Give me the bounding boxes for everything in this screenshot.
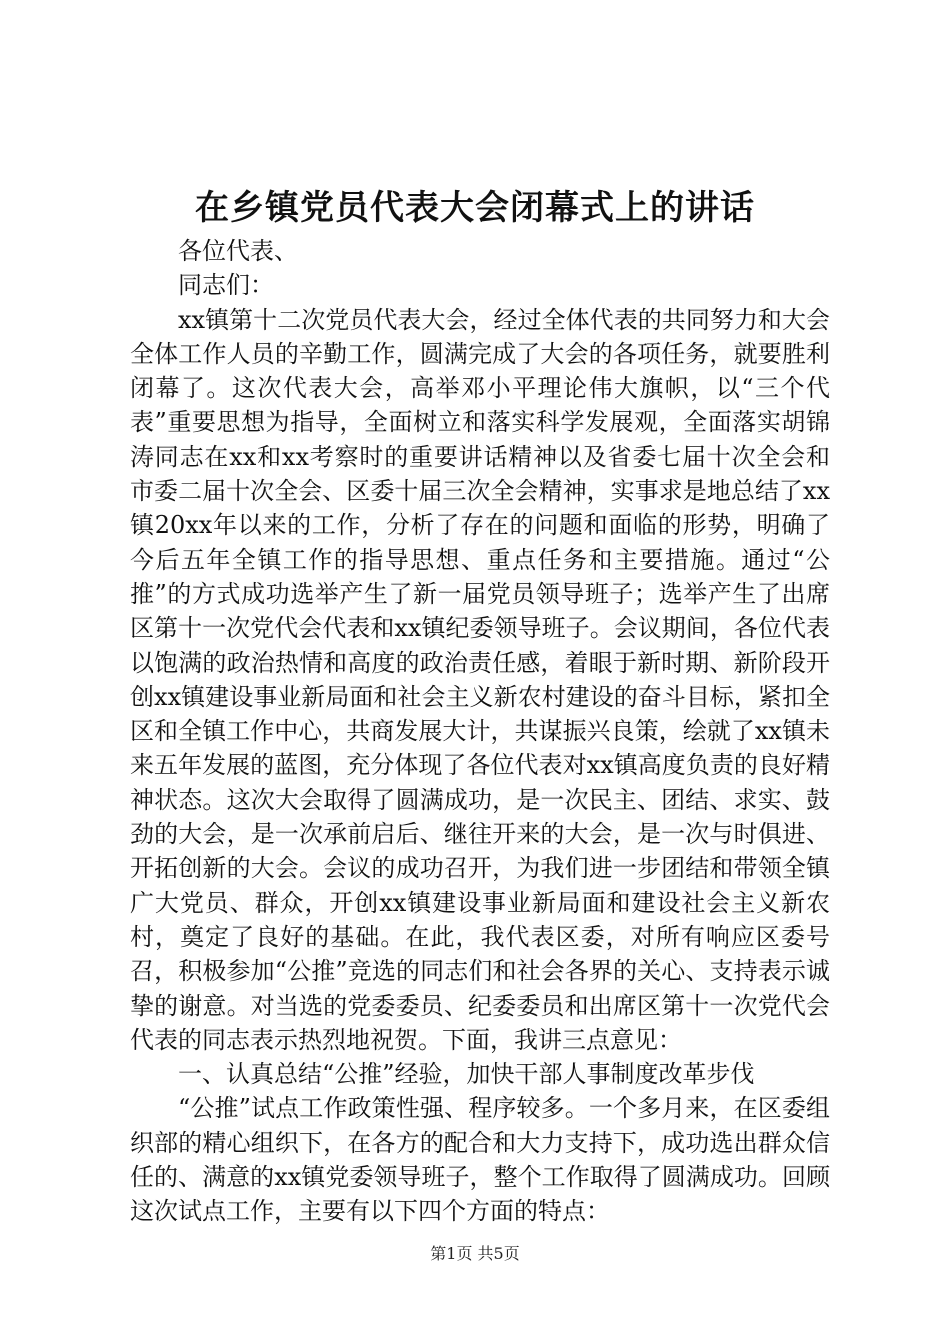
document-body xyxy=(130,234,830,1229)
salutation-line: 各位代表、 xyxy=(178,237,298,265)
body-paragraph: xx镇第十二次党员代表大会，经过全体代表的共同努力和大会全体工作人员的辛勤工作，圆满完成了大会的各项任务，就要胜利闭幕了。这次代表大会，高举邓小平理论伟大旗帜，以“三个代表”重要思想为指导，全面树立和落实科学发展观，全面落实胡锦涛同志在xx和xx考察时的重要讲话精神以及省委七届十次全会和市委二届十次全会、区委十届三次全会精神，实事求是地总结了xx镇20xx年以来的工作，分析了存在的问题和面临的形势，明确了今后五年全镇工作的指导思想、重点任务和主要措施。通过“公推”的方式成功选举产生了新一届党员领导班子；选举产生了出席区第十一次党代会代表和xx镇纪委领导班子。会议期间，各位代表以饱满的政治热情和高度的政治责任感，着眼于新时期、新阶段开创xx镇建设事业新局面和社会主义新农村建设的奋斗目标，紧扣全区和全镇工作中心，共商发展大计，共谋振兴良策，绘就了xx镇未来五年发展的蓝图，充分体现了各位代表对xx镇高度负责的良好精神状态。这次大会取得了圆满成功，是一次民主、团结、求实、鼓劲的大会，是一次承前启后、继往开来的大会，是一次与时俱进、开拓创新的大会。会议的成功召开，为我们进一步团结和带领全镇广大党员、群众，开创xx镇建设事业新局面和建设社会主义新农村，奠定了良好的基础。在此，我代表区委，对所有响应区委号召，积极参加“公推”竞选的同志们和社会各界的关心、支持表示诚挚的谢意。对当选的党委委员、纪委委员和出席区第十一次党代会代表的同志表示热烈地祝贺。下面，我讲三点意见： xyxy=(130,305,830,1054)
body-paragraph: “公推”试点工作政策性强、程序较多。一个多月来，在区委组织部的精心组织下，在各方的配合和大力支持下，成功选出群众信任的、满意的xx镇党委领导班子，整个工作取得了圆满成功。回顾这次试点工作，主要有以下四个方面的特点： xyxy=(130,1094,830,1226)
page-footer: 第1页 共5页 xyxy=(430,1244,520,1263)
salutation-line: 同志们： xyxy=(178,271,274,300)
document-title: 在乡镇党员代表大会闭幕式上的讲话 xyxy=(195,188,755,228)
section-heading: 一、认真总结“公推”经验，加快干部人事制度改革步伐 xyxy=(178,1060,755,1089)
